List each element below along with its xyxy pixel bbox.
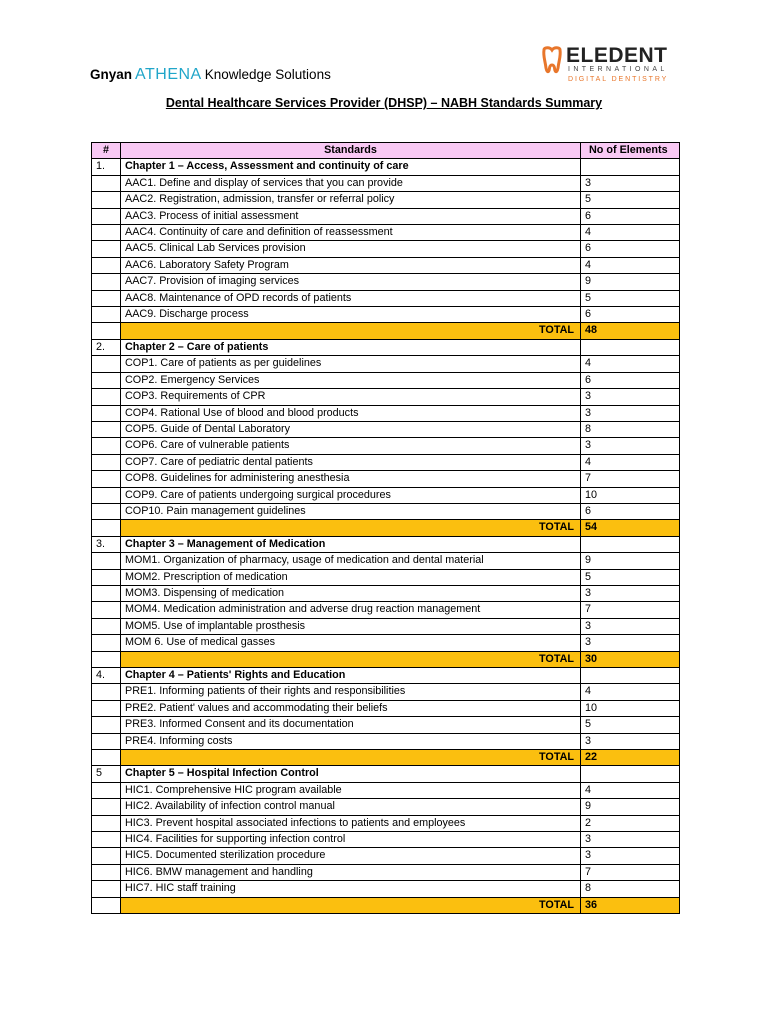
element-count: 6: [581, 241, 680, 257]
number-cell: [92, 356, 121, 372]
logo-line1: INTERNATIONAL: [568, 66, 668, 73]
table-row: [92, 569, 680, 585]
table-row: [92, 585, 680, 601]
table-row: [92, 782, 680, 798]
standard-name: MOM1. Organization of pharmacy, usage of medication and dental material: [121, 553, 581, 569]
standard-name: AAC3. Process of initial assessment: [121, 208, 581, 224]
number-cell: [92, 832, 121, 848]
standard-name: COP2. Emergency Services: [121, 372, 581, 388]
table-row: [92, 700, 680, 716]
total-value: 22: [581, 750, 680, 766]
chapter-empty-cell: [581, 766, 680, 782]
number-cell: [92, 372, 121, 388]
element-count: 10: [581, 700, 680, 716]
table-row: [92, 503, 680, 519]
standard-name: PRE2. Patient' values and accommodating their beliefs: [121, 700, 581, 716]
number-cell: [92, 750, 121, 766]
number-cell: [92, 192, 121, 208]
element-count: 4: [581, 684, 680, 700]
table-row: [92, 356, 680, 372]
element-count: 5: [581, 569, 680, 585]
table-header-row: [92, 143, 680, 159]
table-row: [92, 208, 680, 224]
element-count: 3: [581, 585, 680, 601]
number-cell: [92, 175, 121, 191]
standard-name: AAC5. Clinical Lab Services provision: [121, 241, 581, 257]
total-label: TOTAL: [121, 897, 581, 913]
standard-name: HIC2. Availability of infection control manual: [121, 799, 581, 815]
standard-name: MOM3. Dispensing of medication: [121, 585, 581, 601]
standard-name: PRE3. Informed Consent and its documentation: [121, 717, 581, 733]
chapter-number: 2.: [92, 339, 121, 355]
table-row: [92, 864, 680, 880]
standard-name: COP9. Care of patients undergoing surgical procedures: [121, 487, 581, 503]
table-row: [92, 225, 680, 241]
eledent-logo: [540, 44, 680, 86]
table-row: [92, 290, 680, 306]
total-row: [92, 897, 680, 913]
number-cell: [92, 733, 121, 749]
element-count: 3: [581, 832, 680, 848]
number-cell: [92, 503, 121, 519]
number-cell: [92, 684, 121, 700]
element-count: 5: [581, 717, 680, 733]
element-count: 4: [581, 356, 680, 372]
total-value: 54: [581, 520, 680, 536]
chapter-row: [92, 536, 680, 552]
standard-name: COP6. Care of vulnerable patients: [121, 438, 581, 454]
total-row: [92, 520, 680, 536]
table-row: [92, 815, 680, 831]
number-cell: [92, 307, 121, 323]
element-count: 4: [581, 782, 680, 798]
total-row: [92, 750, 680, 766]
chapter-title: Chapter 5 – Hospital Infection Control: [121, 766, 581, 782]
number-cell: [92, 799, 121, 815]
chapter-number: 4.: [92, 668, 121, 684]
standard-name: COP10. Pain management guidelines: [121, 503, 581, 519]
standard-name: HIC6. BMW management and handling: [121, 864, 581, 880]
element-count: 6: [581, 208, 680, 224]
element-count: 3: [581, 635, 680, 651]
number-cell: [92, 635, 121, 651]
brand-suffix: Knowledge Solutions: [204, 67, 331, 82]
number-cell: [92, 700, 121, 716]
element-count: 4: [581, 454, 680, 470]
element-count: 3: [581, 175, 680, 191]
table-row: [92, 733, 680, 749]
standard-name: AAC4. Continuity of care and definition of reassessment: [121, 225, 581, 241]
element-count: 5: [581, 192, 680, 208]
table-row: [92, 372, 680, 388]
table-row: [92, 717, 680, 733]
number-cell: [92, 454, 121, 470]
table-row: [92, 832, 680, 848]
number-cell: [92, 520, 121, 536]
chapter-row: [92, 668, 680, 684]
standard-name: PRE1. Informing patients of their rights and responsibilities: [121, 684, 581, 700]
element-count: 4: [581, 257, 680, 273]
number-cell: [92, 225, 121, 241]
table-row: [92, 405, 680, 421]
element-count: 3: [581, 733, 680, 749]
table-row: [92, 848, 680, 864]
standard-name: COP8. Guidelines for administering anesthesia: [121, 471, 581, 487]
element-count: 3: [581, 438, 680, 454]
number-cell: [92, 389, 121, 405]
logo-line2: DIGITAL DENTISTRY: [568, 76, 669, 83]
chapter-number: 5: [92, 766, 121, 782]
standard-name: MOM 6. Use of medical gasses: [121, 635, 581, 651]
element-count: 8: [581, 421, 680, 437]
table-row: [92, 438, 680, 454]
standard-name: COP5. Guide of Dental Laboratory: [121, 421, 581, 437]
element-count: 6: [581, 503, 680, 519]
number-cell: [92, 881, 121, 897]
total-label: TOTAL: [121, 651, 581, 667]
standard-name: COP1. Care of patients as per guidelines: [121, 356, 581, 372]
table-row: [92, 389, 680, 405]
table-body: [92, 159, 680, 914]
tooth-logo-icon: [540, 46, 564, 76]
table-row: [92, 471, 680, 487]
standard-name: AAC1. Define and display of services that you can provide: [121, 175, 581, 191]
table-row: [92, 421, 680, 437]
chapter-title: Chapter 1 – Access, Assessment and continuity of care: [121, 159, 581, 175]
standard-name: MOM4. Medication administration and adverse drug reaction management: [121, 602, 581, 618]
total-label: TOTAL: [121, 750, 581, 766]
element-count: 3: [581, 389, 680, 405]
chapter-empty-cell: [581, 339, 680, 355]
table-row: [92, 307, 680, 323]
number-cell: [92, 651, 121, 667]
gnyan-athena-brand: [90, 66, 331, 84]
element-count: 7: [581, 602, 680, 618]
element-count: 2: [581, 815, 680, 831]
logo-name: ELEDENT: [566, 44, 668, 67]
chapter-row: [92, 766, 680, 782]
chapter-row: [92, 339, 680, 355]
number-cell: [92, 553, 121, 569]
number-cell: [92, 274, 121, 290]
number-cell: [92, 241, 121, 257]
number-cell: [92, 569, 121, 585]
header-standards: Standards: [121, 143, 581, 159]
number-cell: [92, 897, 121, 913]
chapter-number: 3.: [92, 536, 121, 552]
header-number: #: [92, 143, 121, 159]
number-cell: [92, 618, 121, 634]
page-title: Dental Healthcare Services Provider (DHSP) – NABH Standards Summary: [165, 96, 603, 110]
element-count: 9: [581, 553, 680, 569]
chapter-row: [92, 159, 680, 175]
header-elements: No of Elements: [581, 143, 680, 159]
number-cell: [92, 438, 121, 454]
element-count: 6: [581, 372, 680, 388]
element-count: 9: [581, 799, 680, 815]
number-cell: [92, 323, 121, 339]
standard-name: COP3. Requirements of CPR: [121, 389, 581, 405]
table-row: [92, 487, 680, 503]
standard-name: HIC3. Prevent hospital associated infections to patients and employees: [121, 815, 581, 831]
number-cell: [92, 864, 121, 880]
number-cell: [92, 717, 121, 733]
standard-name: COP7. Care of pediatric dental patients: [121, 454, 581, 470]
element-count: 4: [581, 225, 680, 241]
element-count: 7: [581, 471, 680, 487]
standard-name: HIC1. Comprehensive HIC program available: [121, 782, 581, 798]
table-row: [92, 192, 680, 208]
table-row: [92, 635, 680, 651]
number-cell: [92, 471, 121, 487]
table-row: [92, 881, 680, 897]
number-cell: [92, 585, 121, 601]
table-row: [92, 257, 680, 273]
number-cell: [92, 208, 121, 224]
brand-prefix: Gnyan: [90, 67, 133, 82]
table-row: [92, 175, 680, 191]
standard-name: HIC4. Facilities for supporting infection control: [121, 832, 581, 848]
standard-name: AAC2. Registration, admission, transfer or referral policy: [121, 192, 581, 208]
total-value: 30: [581, 651, 680, 667]
chapter-empty-cell: [581, 536, 680, 552]
number-cell: [92, 405, 121, 421]
number-cell: [92, 782, 121, 798]
table-row: [92, 553, 680, 569]
number-cell: [92, 257, 121, 273]
standard-name: PRE4. Informing costs: [121, 733, 581, 749]
total-label: TOTAL: [121, 323, 581, 339]
table-row: [92, 454, 680, 470]
number-cell: [92, 421, 121, 437]
standard-name: AAC6. Laboratory Safety Program: [121, 257, 581, 273]
total-label: TOTAL: [121, 520, 581, 536]
standard-name: HIC5. Documented sterilization procedure: [121, 848, 581, 864]
standard-name: MOM5. Use of implantable prosthesis: [121, 618, 581, 634]
element-count: 3: [581, 618, 680, 634]
element-count: 10: [581, 487, 680, 503]
table-row: [92, 602, 680, 618]
standard-name: AAC7. Provision of imaging services: [121, 274, 581, 290]
standard-name: AAC8. Maintenance of OPD records of patients: [121, 290, 581, 306]
standard-name: HIC7. HIC staff training: [121, 881, 581, 897]
standard-name: AAC9. Discharge process: [121, 307, 581, 323]
table-row: [92, 241, 680, 257]
standard-name: MOM2. Prescription of medication: [121, 569, 581, 585]
number-cell: [92, 602, 121, 618]
chapter-title: Chapter 2 – Care of patients: [121, 339, 581, 355]
total-row: [92, 651, 680, 667]
chapter-title: Chapter 3 – Management of Medication: [121, 536, 581, 552]
element-count: 9: [581, 274, 680, 290]
table-row: [92, 618, 680, 634]
standards-table: [91, 142, 680, 914]
element-count: 3: [581, 405, 680, 421]
total-value: 48: [581, 323, 680, 339]
number-cell: [92, 815, 121, 831]
total-value: 36: [581, 897, 680, 913]
table-row: [92, 799, 680, 815]
number-cell: [92, 848, 121, 864]
element-count: 3: [581, 848, 680, 864]
table-row: [92, 274, 680, 290]
total-row: [92, 323, 680, 339]
element-count: 8: [581, 881, 680, 897]
table-row: [92, 684, 680, 700]
element-count: 7: [581, 864, 680, 880]
chapter-empty-cell: [581, 159, 680, 175]
element-count: 6: [581, 307, 680, 323]
standard-name: COP4. Rational Use of blood and blood products: [121, 405, 581, 421]
chapter-title: Chapter 4 – Patients' Rights and Education: [121, 668, 581, 684]
number-cell: [92, 487, 121, 503]
element-count: 5: [581, 290, 680, 306]
number-cell: [92, 290, 121, 306]
brand-name: ATHENA: [135, 66, 202, 83]
chapter-number: 1.: [92, 159, 121, 175]
chapter-empty-cell: [581, 668, 680, 684]
